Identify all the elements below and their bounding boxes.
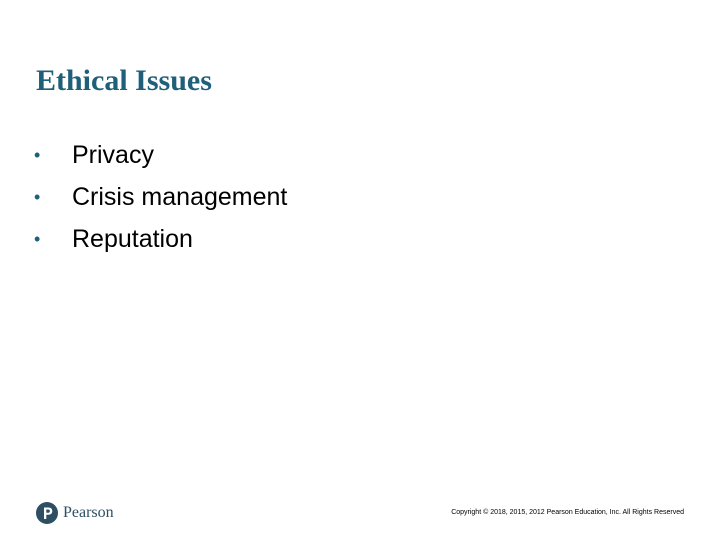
bullet-item	[34, 218, 287, 260]
bullet-text-crisis-management: Crisis management	[72, 182, 288, 211]
pearson-logo-text: Pearson	[63, 504, 114, 521]
slide-title: Ethical Issues	[36, 64, 212, 97]
bullet-marker-icon: •	[34, 229, 41, 249]
bullet-item	[34, 134, 287, 176]
pearson-logo	[36, 502, 114, 524]
bullet-marker-icon: •	[34, 145, 41, 165]
bullet-text-privacy: Privacy	[72, 140, 154, 169]
bullet-text-reputation: Reputation	[72, 224, 193, 253]
bullet-marker-icon: •	[34, 187, 41, 207]
bullet-list	[34, 134, 287, 260]
copyright-notice: Copyright © 2018, 2015, 2012 Pearson Education, Inc. All Rights Reserved	[451, 509, 684, 516]
pearson-p-icon	[36, 502, 58, 524]
bullet-item	[34, 176, 287, 218]
